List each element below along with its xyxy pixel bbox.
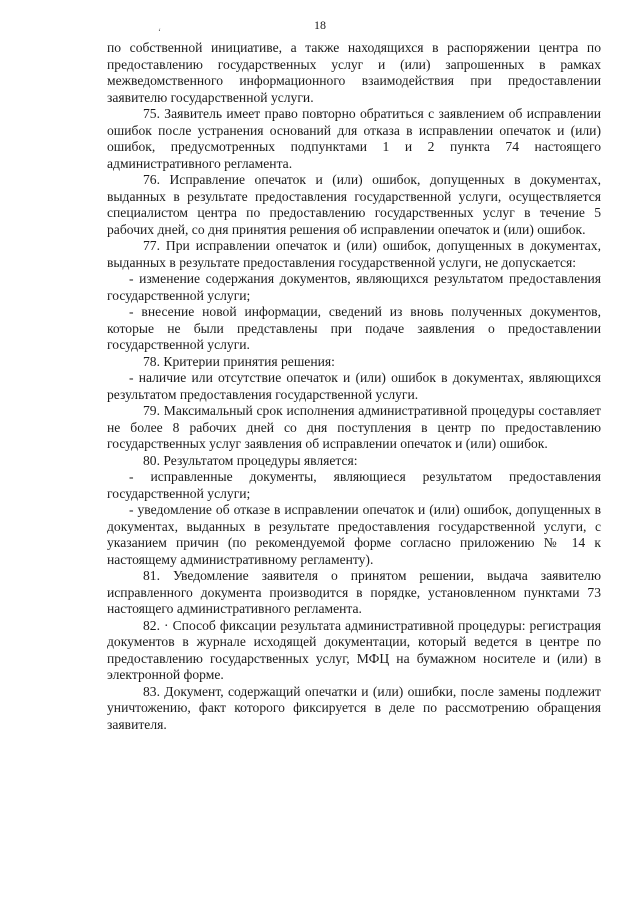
paragraph: - внесение новой информации, сведений из вновь полученных документов, которые не были представлены при подаче заявления о предоставлении государственной услуги.: [107, 304, 601, 352]
page-number: 18: [314, 18, 326, 32]
paragraph: 83. Документ, содержащий опечатки и (или) ошибки, после замены подлежит уничтожению, факт которого фиксируется в деле по рассмотрению обращения заявителя.: [107, 683, 601, 732]
paragraph: 82. · Способ фиксации результата административной процедуры: регистрация документов в журнале исходящей документации, который ведется в центре по предоставлению государственных услуг, МФЦ на бумажном носителе и (или) в электронной форме.: [107, 617, 601, 682]
paragraph: - изменение содержания документов, являющихся результатом предоставления государственной услуги;: [107, 271, 601, 303]
paragraph: 79. Максимальный срок исполнения административной процедуры составляет не более 8 рабочих дней со дня поступления в центр по предоставлению государственных услуг заявления об исправлении опечаток и (или) ошибок.: [107, 403, 601, 451]
paragraph: - наличие или отсутствие опечаток и (или) ошибок в документах, являющихся результатом предоставления государственной услуги.: [107, 370, 601, 402]
paragraph: 75. Заявитель имеет право повторно обратиться с заявлением об исправлении ошибок после устранения оснований для отказа в исправлении опечаток и (или) ошибок, предусмотренных подпунктами 1 и 2 пункта 74 настоящего административного регламента.: [107, 106, 601, 171]
paragraph: 76. Исправление опечаток и (или) ошибок, допущенных в документах, выданных в результате предоставления государственной услуги, осуществляется специалистом центра по предоставлению государственных услуг в течение 5 рабочих дней, со дня принятия решения об исправлении опечаток и (или) ошибок.: [107, 172, 601, 237]
paragraph: по собственной инициативе, а также находящихся в распоряжении центра по предоставлению государственных услуг и (или) запрошенных в рамках межведомственного информационного взаимодействия при предоставлении заявителю государственной услуги.: [107, 40, 601, 105]
paragraph: 80. Результатом процедуры является:: [143, 452, 358, 468]
paragraph: - уведомление об отказе в исправлении опечаток и (или) ошибок, допущенных в документах, выданных в результате предоставления государственной услуги, с указанием причин (по рекомендуемой форме согласно приложению № 14 к настоящему административному регламенту).: [107, 502, 601, 567]
document-body: [107, 40, 601, 733]
paragraph: 78. Критерии принятия решения:: [143, 353, 335, 369]
scan-tick-mark: ‘: [158, 27, 161, 37]
paragraph: - исправленные документы, являющиеся результатом предоставления государственной услуги;: [107, 469, 601, 501]
paragraph: 81. Уведомление заявителя о принятом решении, выдача заявителю исправленного документа производится в порядке, установленном пунктами 73 настоящего административного регламента.: [107, 568, 601, 616]
paragraph: 77. При исправлении опечаток и (или) ошибок, допущенных в документах, выданных в результате предоставления государственной услуги, не допускается:: [107, 238, 601, 270]
